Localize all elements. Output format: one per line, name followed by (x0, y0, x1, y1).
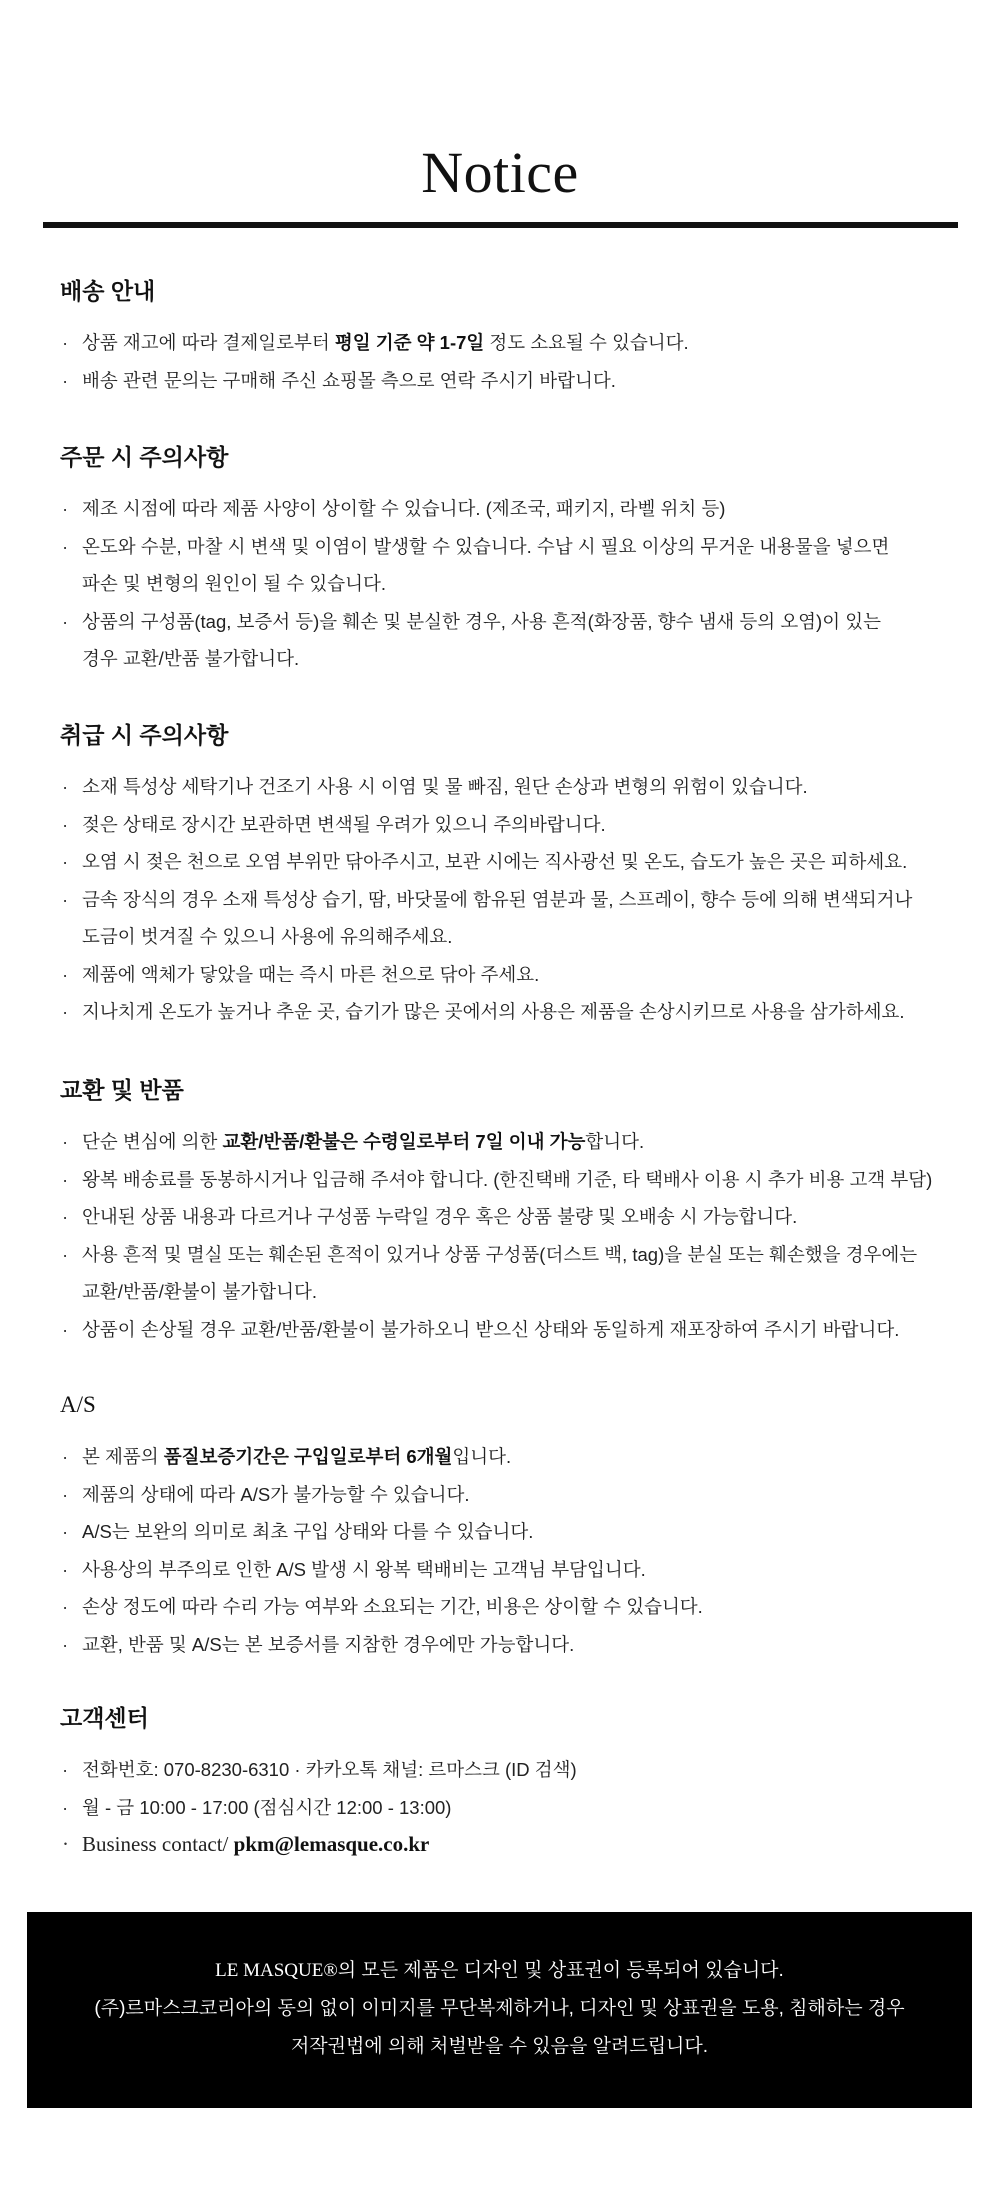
business-contact-label: Business contact/ (82, 1832, 234, 1856)
list-item (60, 603, 960, 678)
list-item: · 안내된 상품 내용과 다르거나 구성품 누락일 경우 혹은 상품 불량 및 오배송 시 가능합니다. (60, 1198, 960, 1236)
list-item: · 젖은 상태로 장시간 보관하면 변색될 우려가 있으니 주의바랍니다. (60, 806, 960, 844)
item-line: · 금속 장식의 경우 소재 특성상 습기, 땀, 바닷물에 함유된 염분과 물, 스프레이, 향수 등에 의해 변색되거나 (82, 888, 913, 910)
list-item: · 제품의 상태에 따라 A/S가 불가능할 수 있습니다. (60, 1476, 960, 1514)
list-item: · 지나치게 온도가 높거나 추운 곳, 습기가 많은 곳에서의 사용은 제품을 손상시키므로 사용을 삼가하세요. (60, 993, 960, 1031)
copyright-line-2: (주)르마스크코리아의 동의 없이 이미지를 무단복제하거나, 디자인 및 상표권을 도용, 침해하는 경우 (94, 1998, 905, 2019)
item-text: 합니다. (585, 1131, 645, 1152)
title-divider (43, 222, 958, 228)
item-line: 도금이 벗겨질 수 있으니 사용에 유의해주세요. (82, 926, 453, 947)
notice-list (60, 324, 960, 399)
list-item (60, 1123, 960, 1161)
notice-list (60, 1438, 960, 1663)
item-text: 입니다. (452, 1446, 512, 1467)
list-item: · 소재 특성상 세탁기나 건조기 사용 시 이염 및 물 빠짐, 원단 손상과 변형의 위험이 있습니다. (60, 768, 960, 806)
page-title: Notice (421, 140, 579, 205)
section-as (60, 1390, 960, 1663)
section-heading: A/S (60, 1392, 96, 1417)
emphasis-text: 교환/반품/환불은 수령일로부터 7일 이내 가능 (222, 1131, 586, 1152)
list-item: · A/S는 보완의 의미로 최초 구입 상태와 다를 수 있습니다. (60, 1513, 960, 1551)
item-text: 상품 재고에 따라 결제일로부터 (82, 332, 335, 353)
copyright-notice (27, 1912, 972, 2108)
list-item: · 사용상의 부주의로 인한 A/S 발생 시 왕복 택배비는 고객님 부담입니다. (60, 1551, 960, 1589)
list-item (60, 881, 960, 956)
section-heading: 배송 안내 (60, 278, 156, 304)
notice-list (60, 1751, 960, 1864)
list-item: · 제품에 액체가 닿았을 때는 즉시 마른 천으로 닦아 주세요. (60, 956, 960, 994)
emphasis-text: 평일 기준 약 1-7일 (334, 332, 485, 353)
list-item: · 상품이 손상될 경우 교환/반품/환불이 불가하오니 받으신 상태와 동일하게 재포장하여 주시기 바랍니다. (60, 1311, 960, 1349)
list-item: · 오염 시 젖은 천으로 오염 부위만 닦아주시고, 보관 시에는 직사광선 및 온도, 습도가 높은 곳은 피하세요. (60, 843, 960, 881)
business-email-link[interactable]: pkm@lemasque.co.kr (233, 1832, 430, 1856)
brand-name: LE MASQUE® (215, 1960, 338, 1981)
section-delivery (60, 276, 960, 399)
section-heading: 교환 및 반품 (60, 1077, 184, 1103)
section-heading: 주문 시 주의사항 (60, 444, 229, 470)
copyright-text: 의 모든 제품은 디자인 및 상표권이 등록되어 있습니다. (337, 1960, 784, 1981)
notice-list (60, 768, 960, 1031)
list-item: · 배송 관련 문의는 구매해 주신 쇼핑몰 측으로 연락 주시기 바랍니다. (60, 362, 960, 400)
notice-list (60, 490, 960, 678)
copyright-line-3: 저작권법에 의해 처벌받을 수 있음을 알려드립니다. (290, 2036, 709, 2057)
list-item (60, 1236, 960, 1311)
item-text: 정도 소요될 수 있습니다. (484, 332, 689, 353)
item-line: · 사용 흔적 및 멸실 또는 훼손된 흔적이 있거나 상품 구성품(더스트 백, tag)을 분실 또는 훼손했을 경우에는 (82, 1243, 918, 1265)
section-customer-center (60, 1703, 960, 1864)
section-heading: 취급 시 주의사항 (60, 722, 229, 748)
copyright-line-1 (27, 1952, 972, 1990)
list-item (60, 324, 960, 362)
item-line: · 온도와 수분, 마찰 시 변색 및 이염이 발생할 수 있습니다. 수납 시 필요 이상의 무거운 내용물을 넣으면 (82, 535, 890, 557)
notice-list (60, 1123, 960, 1348)
section-order (60, 442, 960, 678)
emphasis-text: 품질보증기간은 구입일로부터 6개월 (163, 1446, 453, 1467)
item-line: · 상품의 구성품(tag, 보증서 등)을 훼손 및 분실한 경우, 사용 흔적(화장품, 향수 냄새 등의 오염)이 있는 (82, 610, 881, 632)
item-line: 파손 및 변형의 원인이 될 수 있습니다. (82, 573, 387, 594)
business-contact (60, 1826, 960, 1864)
item-line: 교환/반품/환불이 불가합니다. (82, 1281, 318, 1302)
list-item: · 교환, 반품 및 A/S는 본 보증서를 지참한 경우에만 가능합니다. (60, 1626, 960, 1664)
section-exchange (60, 1075, 960, 1348)
list-item (60, 1438, 960, 1476)
list-item: · 왕복 배송료를 동봉하시거나 입금해 주셔야 합니다. (한진택배 기준, 타 택배사 이용 시 추가 비용 고객 부담) (60, 1161, 960, 1199)
contact-phone-kakao: · 전화번호: 070-8230-6310 · 카카오톡 채널: 르마스크 (ID 검색) (60, 1751, 960, 1789)
item-line: 경우 교환/반품 불가합니다. (82, 648, 300, 669)
section-heading: 고객센터 (60, 1705, 149, 1731)
list-item (60, 528, 960, 603)
section-handling (60, 720, 960, 1031)
business-hours: · 월 - 금 10:00 - 17:00 (점심시간 12:00 - 13:00) (60, 1789, 960, 1827)
item-text: 본 제품의 (82, 1446, 164, 1467)
list-item: · 제조 시점에 따라 제품 사양이 상이할 수 있습니다. (제조국, 패키지, 라벨 위치 등) (60, 490, 960, 528)
list-item: · 손상 정도에 따라 수리 가능 여부와 소요되는 기간, 비용은 상이할 수 있습니다. (60, 1588, 960, 1626)
item-text: 단순 변심에 의한 (82, 1131, 223, 1152)
